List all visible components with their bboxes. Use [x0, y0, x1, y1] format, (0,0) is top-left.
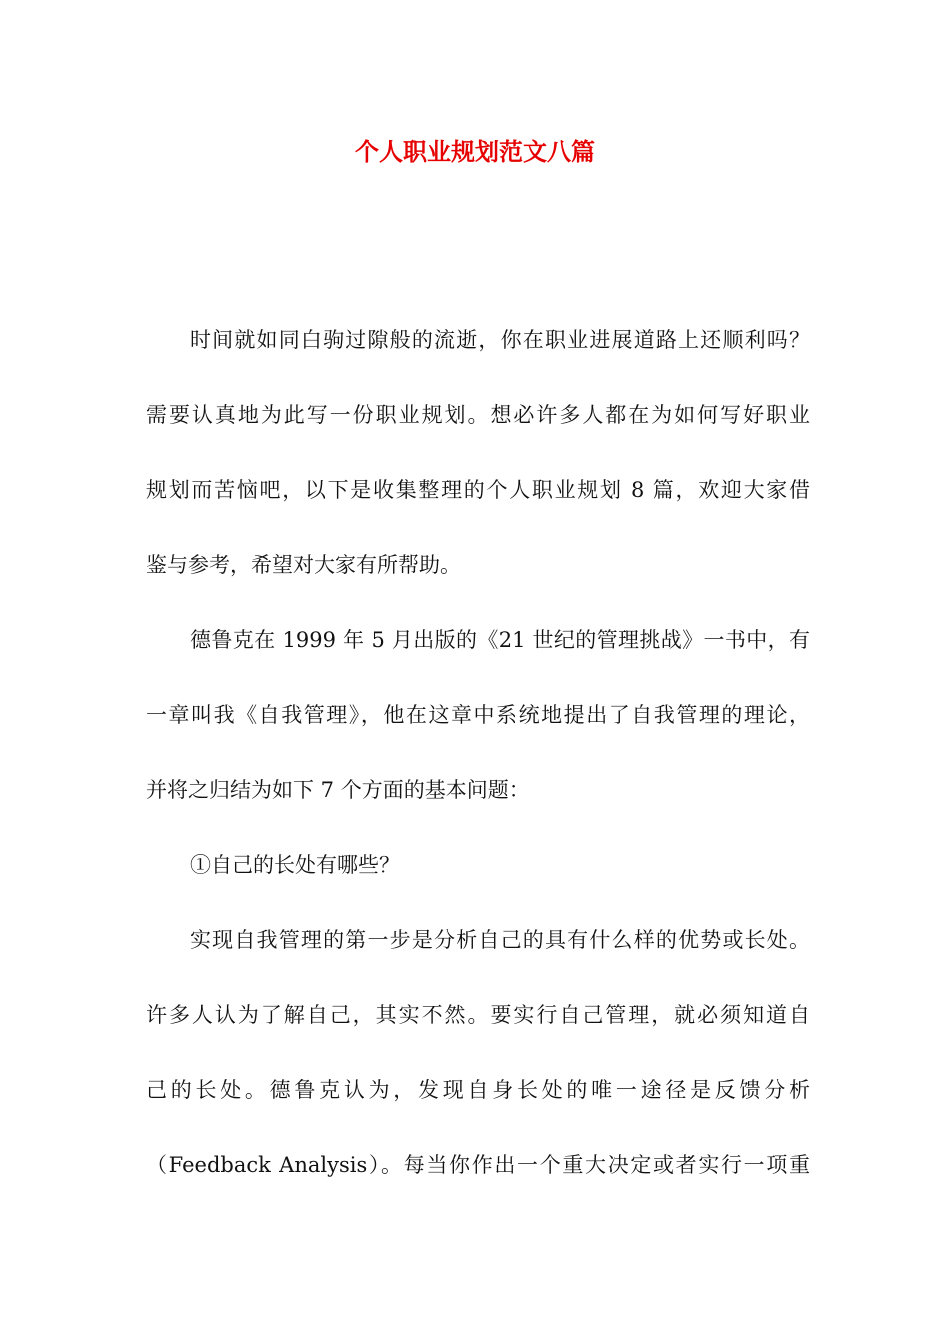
document-title: 个人职业规划范文八篇: [355, 137, 595, 166]
paragraph-line: 时间就如同白驹过隙般的流逝，你在职业进展道路上还顺利吗？: [190, 328, 810, 352]
paragraph-line: 一章叫我《自我管理》，他在这章中系统地提出了自我管理的理论，: [146, 703, 810, 727]
paragraph-line: 鉴与参考，希望对大家有所帮助。: [146, 553, 461, 577]
paragraph-line: 己的长处。德鲁克认为，发现自身长处的唯一途径是反馈分析: [146, 1078, 810, 1102]
paragraph-line: 实现自我管理的第一步是分析自己的具有什么样的优势或长处。: [190, 928, 810, 952]
section-heading: ①自己的长处有哪些？: [190, 853, 400, 877]
paragraph-line: 需要认真地为此写一份职业规划。想必许多人都在为如何写好职业: [146, 403, 810, 427]
paragraph-line: 规划而苦恼吧，以下是收集整理的个人职业规划 8 篇，欢迎大家借: [146, 478, 810, 502]
paragraph-line: 德鲁克在 1999 年 5 月出版的《21 世纪的管理挑战》一书中，有: [190, 628, 810, 652]
paragraph-line: （Feedback Analysis）。每当你作出一个重大决定或者实行一项重: [146, 1153, 810, 1177]
paragraph-line: 许多人认为了解自己，其实不然。要实行自己管理，就必须知道自: [146, 1003, 810, 1027]
paragraph-line: 并将之归结为如下 7 个方面的基本问题：: [146, 778, 530, 802]
